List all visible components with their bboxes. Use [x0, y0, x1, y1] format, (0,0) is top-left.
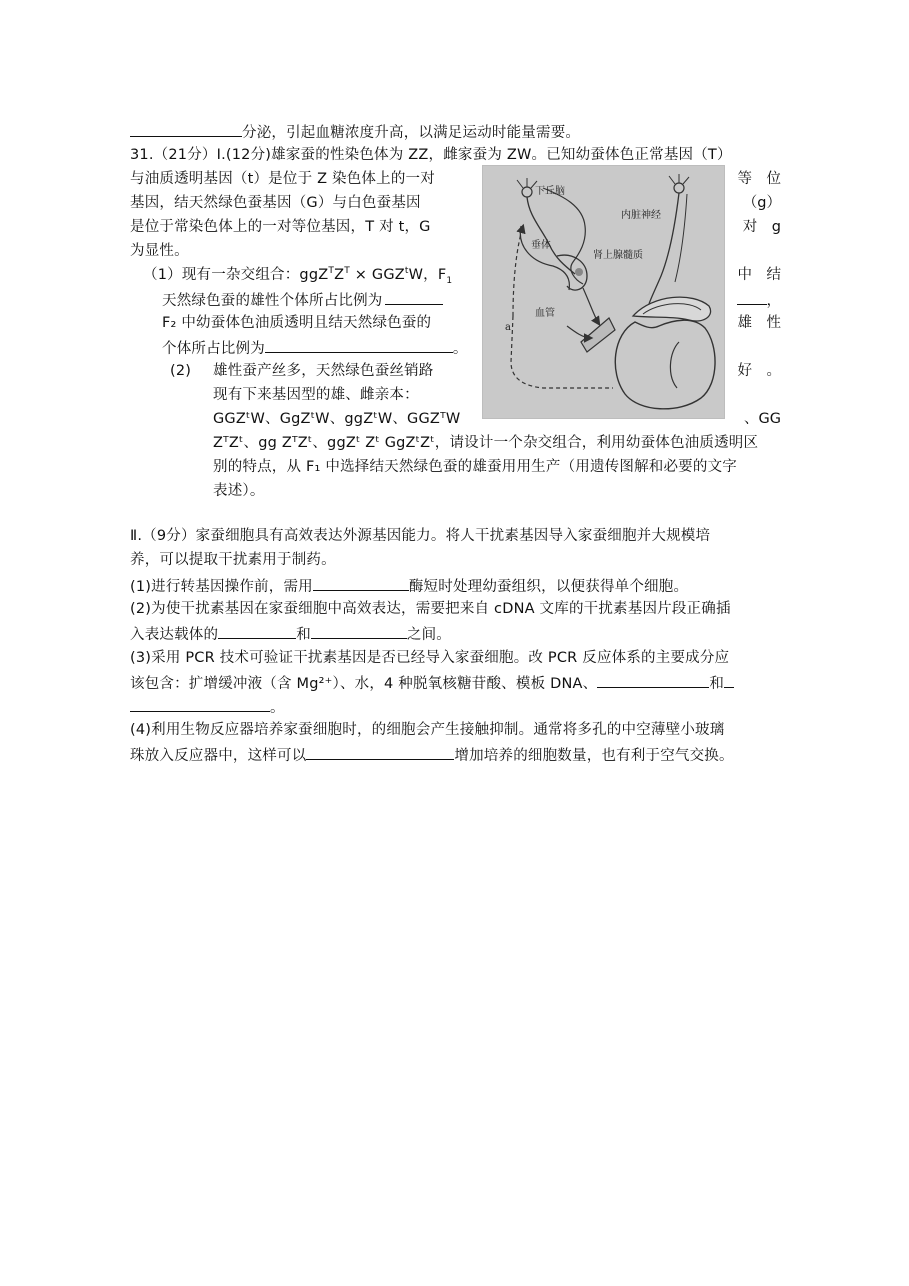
answer-blank[interactable]	[313, 575, 409, 591]
answer-blank[interactable]	[130, 696, 270, 712]
q31-p2-line2: 现有下来基因型的雄、雌亲本：	[213, 387, 419, 403]
q31-p1-line1	[143, 265, 452, 285]
q31-p1-line4-end: 。	[452, 341, 468, 357]
top-line	[130, 121, 580, 143]
answer-blank[interactable]	[311, 623, 407, 639]
q31-p2-line3-left: GGZᵗW、GgZᵗW、ggZᵗW、GGZᵀW	[213, 411, 461, 427]
q31-p1-sup-3: t	[404, 266, 409, 277]
answer-blank[interactable]	[597, 672, 709, 688]
answer-blank[interactable]	[737, 289, 767, 305]
q31-line4-right: 对 g	[742, 219, 781, 235]
part2-q2-text-b: 和	[296, 627, 311, 643]
kidney-shape	[615, 320, 715, 409]
q31-p2-line3-right: 、GG	[744, 411, 781, 427]
q31-line2-left: 与油质透明基因（t）是位于 Z 染色体上的一对	[130, 171, 435, 187]
pituitary-gland-dot	[575, 268, 583, 276]
visceral-neuron-shape	[674, 183, 684, 193]
part2-q4-line2	[130, 744, 734, 766]
q31-p1-text-a: （1）现有一杂交组合：ggZ	[143, 267, 329, 283]
part2-q3-text-a: 该包含：扩增缓冲液（含 Mg²⁺）、水，4 种脱氧核糖苷酸、模板 DNA、	[130, 676, 598, 692]
part2-q1	[130, 575, 688, 597]
q31-line1: 31.（21分）Ⅰ.(12分)雄家蚕的性染色体为 ZZ，雌家蚕为 ZW。已知幼蚕体色正常基因（T）	[130, 147, 732, 163]
q31-p2-line1-left: 雄性蚕产丝多，天然绿色蚕丝销路	[213, 363, 434, 379]
answer-blank[interactable]	[724, 672, 734, 688]
part2-q3-line1: (3)采用 PCR 技术可验证干扰素基因是否已经导入家蚕细胞。改 PCR 反应体系的主要成分应	[130, 650, 730, 666]
q31-p2-line1-right: 好 。	[737, 363, 781, 379]
q31-p1-line4	[162, 337, 468, 359]
q31-p2-line4: ZᵀZᵗ、gg ZᵀZᵗ、ggZᵗ Zᵗ GgZᵗZᵗ，请设计一个杂交组合，利用幼蚕体色油质透明区	[213, 435, 759, 451]
q31-p1-text-d: W，F	[408, 267, 447, 283]
label-pituitary: 垂体	[531, 240, 551, 251]
q31-p2-num: (2)	[170, 363, 192, 379]
figure-drawing	[483, 166, 724, 418]
part2-q3-end: 。	[270, 700, 285, 716]
q31-p1-sup-1: T	[328, 266, 335, 277]
part2-q2-line2	[130, 623, 451, 645]
part2-q2-text-c: 之间。	[406, 627, 452, 643]
part2-line2: 养，可以提取干扰素用于制药。	[130, 552, 336, 568]
part2-q2-line1: (2)为使干扰素基因在家蚕细胞中高效表达，需要把来自 cDNA 文库的干扰素基因片段正确插	[130, 601, 731, 617]
part2-q3-text-b: 和	[709, 676, 725, 692]
part2-q2-text-a: 入表达载体的	[130, 627, 219, 643]
q31-p1-line2	[162, 289, 443, 311]
q31-p1-line4-text: 个体所占比例为	[162, 341, 265, 357]
q31-p1-line1-right: 中 结	[737, 267, 781, 283]
q31-p2-line5: 别的特点，从 F₁ 中选择结天然绿色蚕的雄蚕用用生产（用遗传图解和必要的文字	[213, 459, 737, 475]
q31-p1-line3-right: 雄 性	[737, 315, 781, 331]
q31-p1-text-b: Z	[334, 267, 345, 283]
q31-line3-right: （g）	[742, 195, 781, 211]
pituitary-arrow	[583, 288, 599, 324]
answer-blank[interactable]	[265, 337, 453, 353]
q31-p1-line3-left: F₂ 中幼蚕体色油质透明且结天然绿色蚕的	[162, 315, 432, 331]
label-a: a	[505, 322, 511, 333]
label-visceral-nerve: 内脏神经	[621, 210, 661, 221]
answer-blank[interactable]	[306, 744, 454, 760]
top-line-text: 分泌，引起血糖浓度升高，以满足运动时能量需要。	[242, 125, 581, 141]
part2-q1-left: (1)进行转基因操作前，需用	[130, 579, 313, 595]
part2-q3-line3	[130, 696, 285, 718]
label-blood-vessel: 血管	[535, 308, 555, 319]
axon-path	[527, 197, 575, 274]
feedback-dashed-line	[511, 316, 613, 388]
part2-q1-right: 酶短时处理幼蚕组织，以便获得单个细胞。	[408, 579, 689, 595]
label-adrenal-medulla: 肾上腺髓质	[593, 250, 643, 261]
q31-p1-sub-1: 1	[446, 275, 453, 286]
q31-p1-text-c: × GGZ	[349, 267, 405, 283]
adrenal-gland-shape	[633, 297, 711, 321]
kidney-pelvis	[670, 342, 679, 388]
part2-q4-text-a: 珠放入反应器中，这样可以	[130, 748, 307, 764]
part2-q4-line1: (4)利用生物反应器培养家蚕细胞时，的细胞会产生接触抑制。通常将多孔的中空薄壁小玻璃	[130, 722, 725, 738]
part2-q3-line2	[130, 672, 734, 694]
q31-p1-sup-2: T	[344, 266, 350, 277]
q31-line5: 为显性。	[130, 243, 189, 259]
q31-line4-left: 是位于常染色体上的一对等位基因，T 对 t，G	[130, 219, 431, 235]
answer-blank[interactable]	[218, 623, 296, 639]
q31-p1-line2-right	[737, 289, 782, 311]
label-hypothalamus: 下丘脑	[535, 186, 565, 197]
answer-blank[interactable]	[385, 289, 443, 305]
part2-q4-text-b: 增加培养的细胞数量，也有利于空气交换。	[454, 748, 734, 764]
q31-p2-line6: 表述）。	[213, 483, 265, 499]
q31-line2-right: 等 位	[737, 171, 781, 187]
q31-p1-line2-comma: ，	[766, 293, 781, 309]
dendrite-lines	[517, 178, 537, 188]
q31-p1-line2-text: 天然绿色蚕的雄性个体所占比例为	[162, 293, 383, 309]
part2-line1: Ⅱ.（9分）家蚕细胞具有高效表达外源基因能力。将人干扰素基因导入家蚕细胞并大规模培	[130, 528, 711, 544]
visceral-dendrites	[669, 174, 689, 184]
q31-line3-left: 基因，结天然绿色蚕基因（G）与白色蚕基因	[130, 195, 421, 211]
hypothalamus-neuron-shape	[522, 187, 532, 197]
answer-blank[interactable]	[130, 121, 242, 137]
hormone-regulation-figure	[482, 165, 725, 419]
